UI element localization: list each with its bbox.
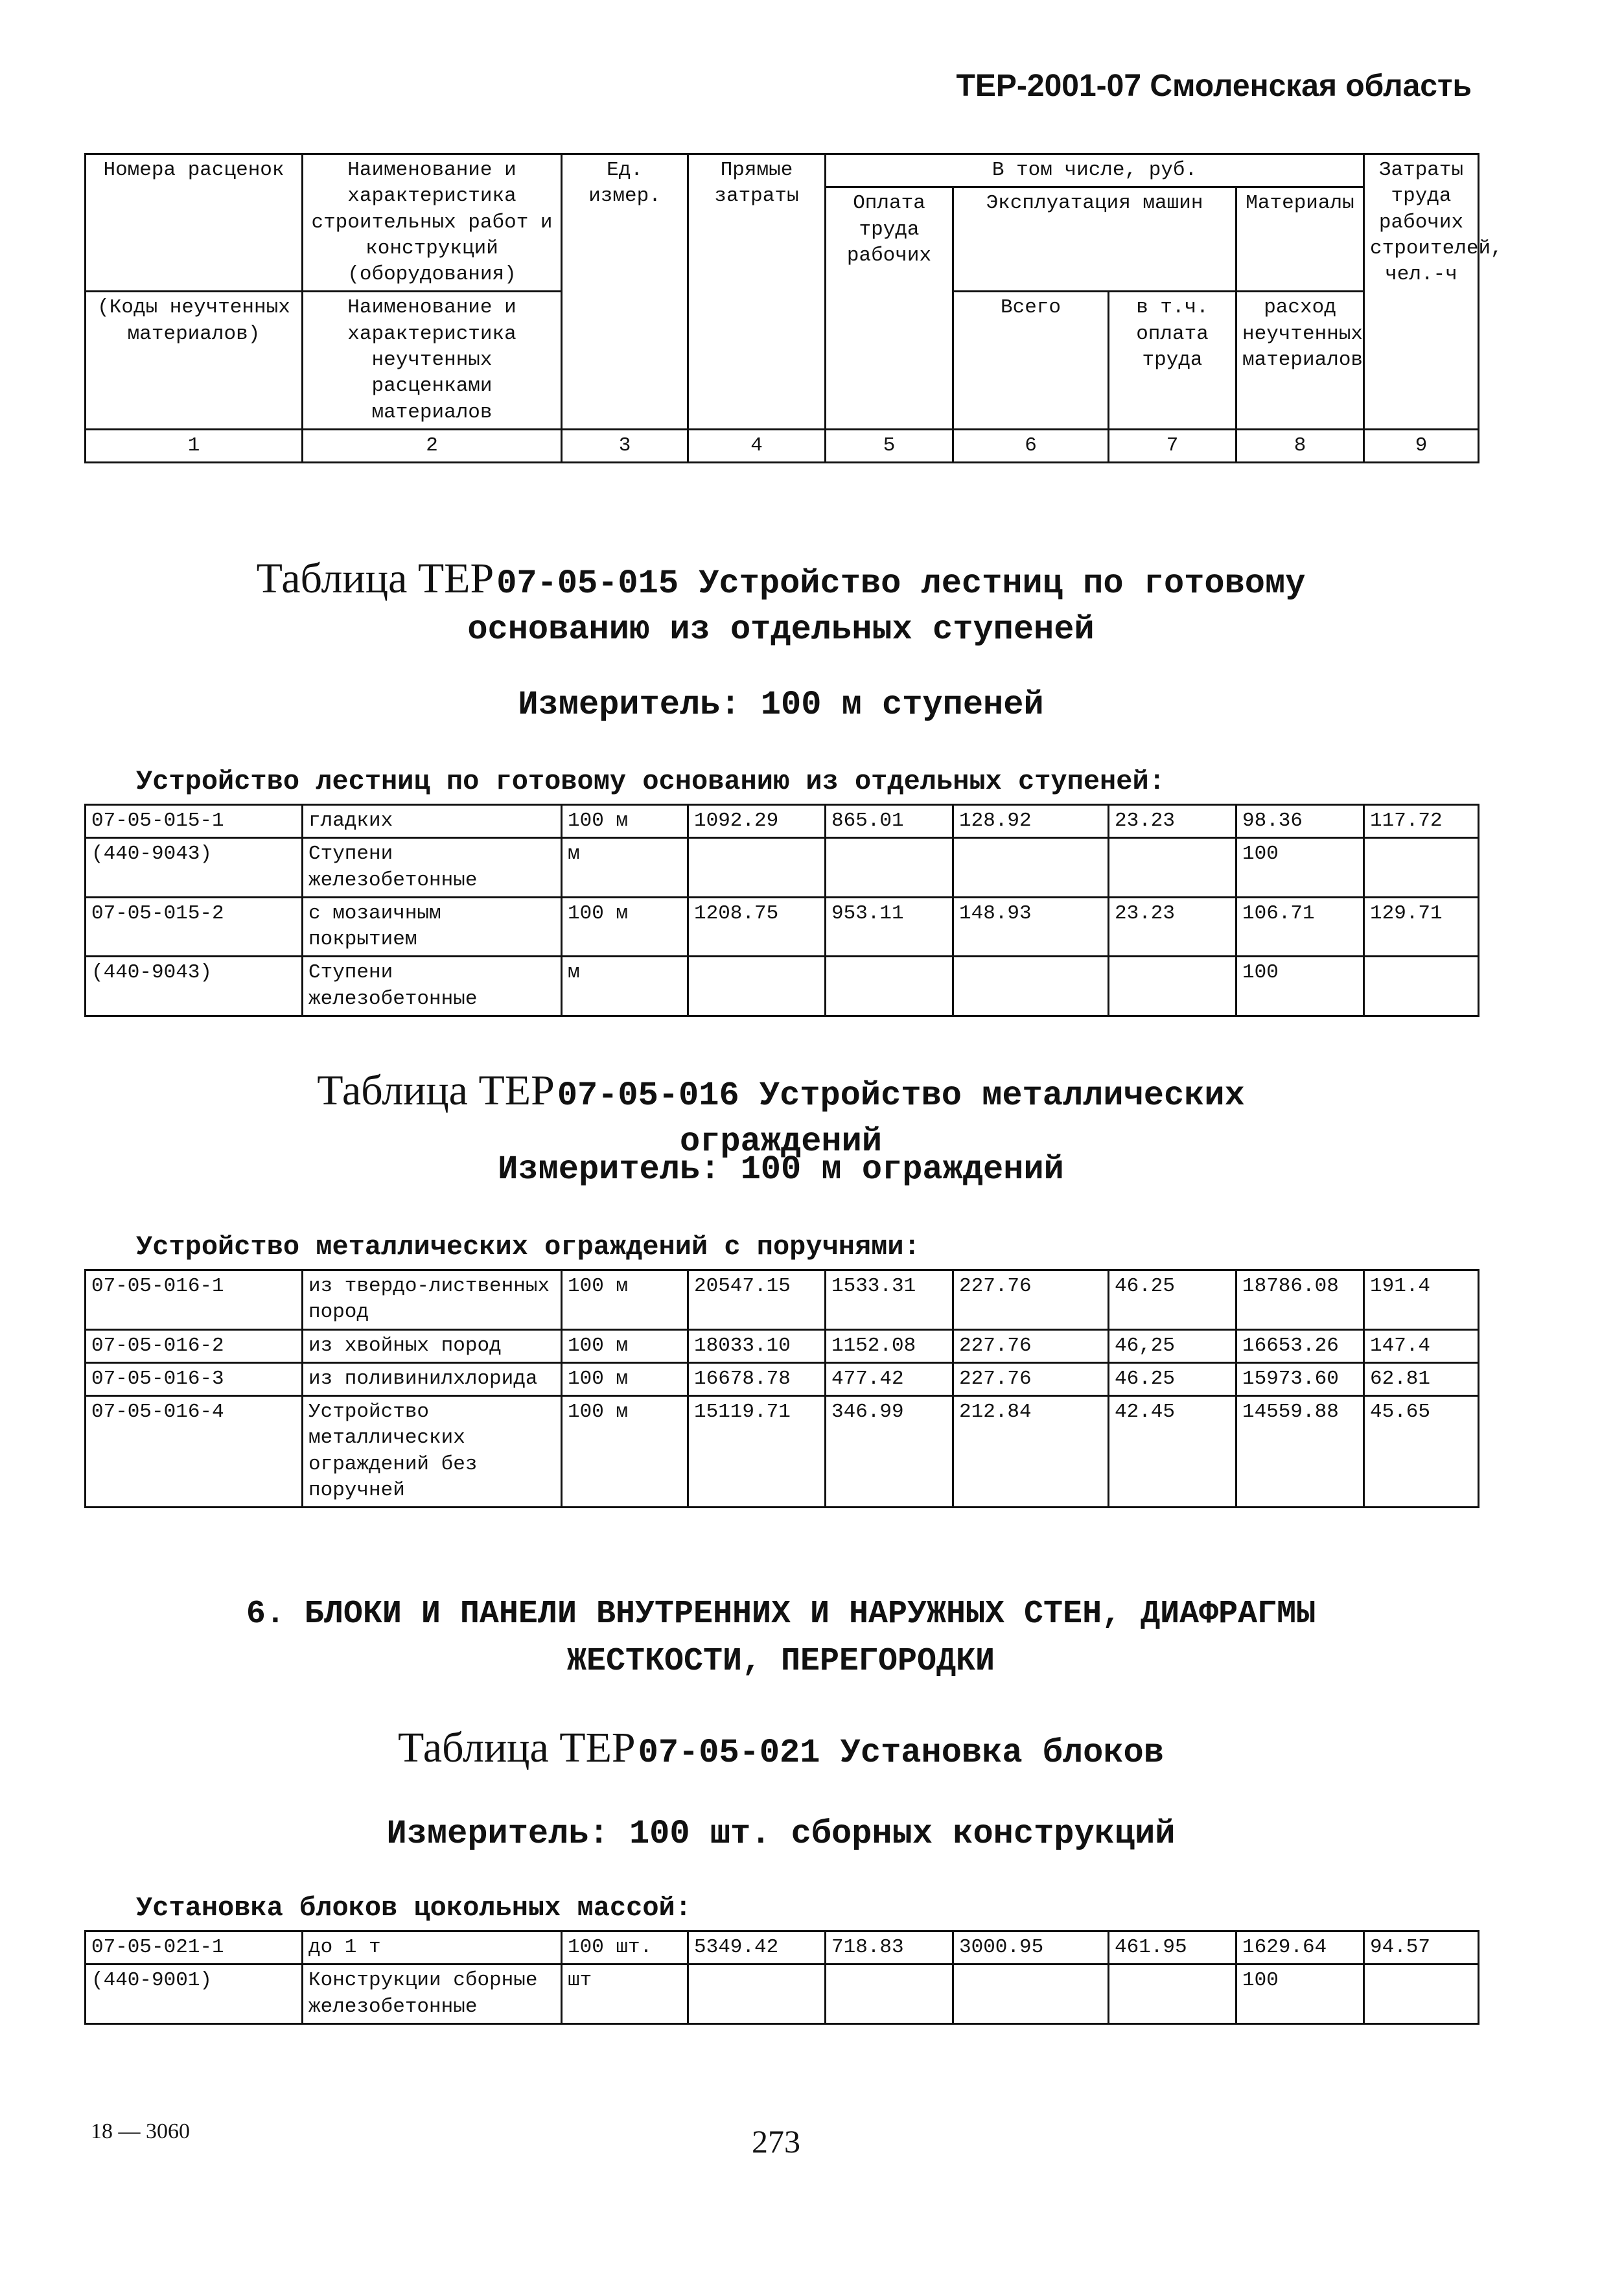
table-cell: (440-9001) — [86, 1964, 303, 2024]
table-cell: 16678.78 — [688, 1362, 826, 1395]
table-cell: 346.99 — [826, 1396, 953, 1508]
column-number: 4 — [688, 429, 826, 462]
table3-measure: Измеритель: 100 шт. сборных конструкций — [386, 1815, 1176, 1853]
header-material-codes: (Коды неучтенных материалов) — [86, 292, 303, 429]
table-cell: 100 м — [562, 1362, 688, 1395]
table-cell — [826, 957, 953, 1016]
header-machines-wages: в т.ч. оплата труда — [1109, 292, 1236, 429]
table-cell: 23.23 — [1109, 805, 1236, 838]
table-cell: 129.71 — [1364, 897, 1479, 957]
table-row — [86, 1931, 1479, 1964]
table-cell: 07-05-016-3 — [86, 1362, 303, 1395]
table-cell — [1364, 1964, 1479, 2024]
table-cell: м — [562, 838, 688, 898]
header-unaccounted-materials: Наименование и характеристика неучтенных расценками материалов — [303, 292, 562, 429]
column-number: 6 — [953, 429, 1109, 462]
table-cell: 15973.60 — [1236, 1362, 1364, 1395]
table-cell — [826, 1964, 953, 2024]
table-row — [86, 805, 1479, 838]
header-direct-costs: Прямые затраты — [688, 154, 826, 430]
table-cell: 18786.08 — [1236, 1270, 1364, 1330]
table-cell: 461.95 — [1109, 1931, 1236, 1964]
table-row — [86, 1362, 1479, 1395]
table-cell: 5349.42 — [688, 1931, 826, 1964]
table-cell: 147.4 — [1364, 1329, 1479, 1362]
table2-measure: Измеритель: 100 м ограждений — [498, 1150, 1064, 1189]
table-cell: 46.25 — [1109, 1362, 1236, 1395]
table-cell: 42.45 — [1109, 1396, 1236, 1508]
table-cell: 718.83 — [826, 1931, 953, 1964]
table-cell: 1092.29 — [688, 805, 826, 838]
table-cell — [953, 838, 1109, 898]
header-machines-total: Всего — [953, 292, 1109, 429]
column-number: 8 — [1236, 429, 1364, 462]
table-cell — [688, 957, 826, 1016]
table-cell: Устройство металлических ограждений без поручней — [303, 1396, 562, 1508]
table-cell: м — [562, 957, 688, 1016]
table-row — [86, 1396, 1479, 1508]
table-cell: 106.71 — [1236, 897, 1364, 957]
table-row — [86, 897, 1479, 957]
header-materials: Материалы — [1236, 187, 1364, 292]
table1-measure: Измеритель: 100 м ступеней — [518, 686, 1044, 724]
table-cell — [1109, 1964, 1236, 2024]
table-row — [86, 1270, 1479, 1330]
table-cell: 100 — [1236, 838, 1364, 898]
table2 — [84, 1269, 1479, 1508]
table2-title-line1: 07-05-016 Устройство металлических — [557, 1077, 1245, 1115]
table3-caption: Установка блоков цокольных массой: — [136, 1893, 691, 1924]
table-cell: 07-05-021-1 — [86, 1931, 303, 1964]
table-cell: 1533.31 — [826, 1270, 953, 1330]
table-cell: 23.23 — [1109, 897, 1236, 957]
column-number: 1 — [86, 429, 303, 462]
table-cell: до 1 т — [303, 1931, 562, 1964]
table-row — [86, 1329, 1479, 1362]
table-cell: 191.4 — [1364, 1270, 1479, 1330]
table-row — [86, 957, 1479, 1016]
table-cell: 100 м — [562, 805, 688, 838]
table1-prefix: Таблица ТЕР — [256, 555, 494, 602]
table-cell: 148.93 — [953, 897, 1109, 957]
table-cell: гладких — [303, 805, 562, 838]
section-heading — [84, 1591, 1478, 1685]
table-cell: шт — [562, 1964, 688, 2024]
header-rate-numbers: Номера расценок — [86, 154, 303, 292]
table-cell: 15119.71 — [688, 1396, 826, 1508]
table-cell — [1364, 957, 1479, 1016]
table-cell: 46,25 — [1109, 1329, 1236, 1362]
table-cell: с мозаичным покрытием — [303, 897, 562, 957]
table1-title — [84, 550, 1478, 653]
table-row — [86, 1964, 1479, 2024]
table-cell: 477.42 — [826, 1362, 953, 1395]
page-header: ТЕР-2001-07 Смоленская область — [956, 69, 1472, 103]
table-cell: Конструкции сборные железобетонные — [303, 1964, 562, 2024]
table-cell: 117.72 — [1364, 805, 1479, 838]
table-cell: 14559.88 — [1236, 1396, 1364, 1508]
column-number: 7 — [1109, 429, 1236, 462]
page-number: 273 — [752, 2123, 800, 2160]
table-cell — [688, 838, 826, 898]
table-cell — [1364, 838, 1479, 898]
table-cell: 1208.75 — [688, 897, 826, 957]
section-heading-line2: ЖЕСТКОСТИ, ПЕРЕГОРОДКИ — [566, 1642, 995, 1680]
column-number: 9 — [1364, 429, 1479, 462]
table-cell: 100 шт. — [562, 1931, 688, 1964]
table-cell: 3000.95 — [953, 1931, 1109, 1964]
header-materials-unaccounted: расход неучтенных материалов — [1236, 292, 1364, 429]
table-cell: 07-05-015-2 — [86, 897, 303, 957]
table-cell — [1109, 838, 1236, 898]
header-wages: Оплата труда рабочих — [826, 187, 953, 430]
table3-prefix: Таблица ТЕР — [398, 1724, 636, 1771]
table2-caption: Устройство металлических ограждений с поручнями: — [136, 1231, 920, 1263]
table-cell: Ступени железобетонные — [303, 957, 562, 1016]
section-heading-line1: 6. БЛОКИ И ПАНЕЛИ ВНУТРЕННИХ И НАРУЖНЫХ СТЕН, ДИАФРАГМЫ — [246, 1596, 1316, 1633]
table-cell: 212.84 — [953, 1396, 1109, 1508]
table-cell: 865.01 — [826, 805, 953, 838]
table-cell: из хвойных пород — [303, 1329, 562, 1362]
table1 — [84, 804, 1479, 1017]
column-number: 5 — [826, 429, 953, 462]
table-cell: 20547.15 — [688, 1270, 826, 1330]
table-cell: 227.76 — [953, 1270, 1109, 1330]
header-machines: Эксплуатация машин — [953, 187, 1236, 292]
table-cell: 100 — [1236, 1964, 1364, 2024]
table-cell: 46.25 — [1109, 1270, 1236, 1330]
footer-code: 18 — 3060 — [91, 2119, 190, 2143]
table-cell: 100 м — [562, 1270, 688, 1330]
table-cell: (440-9043) — [86, 838, 303, 898]
table-cell: 07-05-016-1 — [86, 1270, 303, 1330]
table-row — [86, 838, 1479, 898]
table-cell — [953, 1964, 1109, 2024]
header-labor: Затраты труда рабочих строителей, чел.-ч — [1364, 154, 1479, 430]
table-cell: 98.36 — [1236, 805, 1364, 838]
header-unit: Ед. измер. — [562, 154, 688, 430]
table-cell: 94.57 — [1364, 1931, 1479, 1964]
table-cell: (440-9043) — [86, 957, 303, 1016]
table-cell: 1629.64 — [1236, 1931, 1364, 1964]
table2-prefix: Таблица ТЕР — [317, 1067, 555, 1114]
table-cell: 100 м — [562, 1329, 688, 1362]
table-cell: 45.65 — [1364, 1396, 1479, 1508]
table-cell — [826, 838, 953, 898]
table-cell: 100 — [1236, 957, 1364, 1016]
table-cell: 07-05-016-4 — [86, 1396, 303, 1508]
table-cell: из твердо-лиственных пород — [303, 1270, 562, 1330]
table-cell — [1109, 957, 1236, 1016]
table2-title-line2: ограждений — [679, 1123, 883, 1161]
column-number: 3 — [562, 429, 688, 462]
header-incl: В том числе, руб. — [826, 154, 1364, 187]
table-cell: 227.76 — [953, 1362, 1109, 1395]
table-cell: 07-05-016-2 — [86, 1329, 303, 1362]
column-header-table — [84, 153, 1503, 463]
table-cell: из поливинилхлорида — [303, 1362, 562, 1395]
header-work-name: Наименование и характеристика строительных работ и конструкций (оборудования) — [303, 154, 562, 292]
column-number: 2 — [303, 429, 562, 462]
table2-title — [84, 1062, 1478, 1165]
table3 — [84, 1930, 1479, 2025]
table-cell: 07-05-015-1 — [86, 805, 303, 838]
table-cell: 100 м — [562, 897, 688, 957]
table-cell: 16653.26 — [1236, 1329, 1364, 1362]
table1-title-line2: основанию из отдельных ступеней — [467, 611, 1095, 649]
table-cell: 1152.08 — [826, 1329, 953, 1362]
table1-title-line1: 07-05-015 Устройство лестниц по готовому — [496, 565, 1306, 603]
table-cell: 18033.10 — [688, 1329, 826, 1362]
table3-title-line1: 07-05-021 Установка блоков — [638, 1734, 1164, 1772]
table1-caption: Устройство лестниц по готовому основанию из отдельных ступеней: — [136, 766, 1165, 797]
table-cell: 128.92 — [953, 805, 1109, 838]
table3-title — [84, 1719, 1478, 1777]
table-cell — [953, 957, 1109, 1016]
table-cell: 62.81 — [1364, 1362, 1479, 1395]
table-cell: Ступени железобетонные — [303, 838, 562, 898]
table-cell: 953.11 — [826, 897, 953, 957]
table-cell — [688, 1964, 826, 2024]
table-cell: 100 м — [562, 1396, 688, 1508]
table-cell: 227.76 — [953, 1329, 1109, 1362]
